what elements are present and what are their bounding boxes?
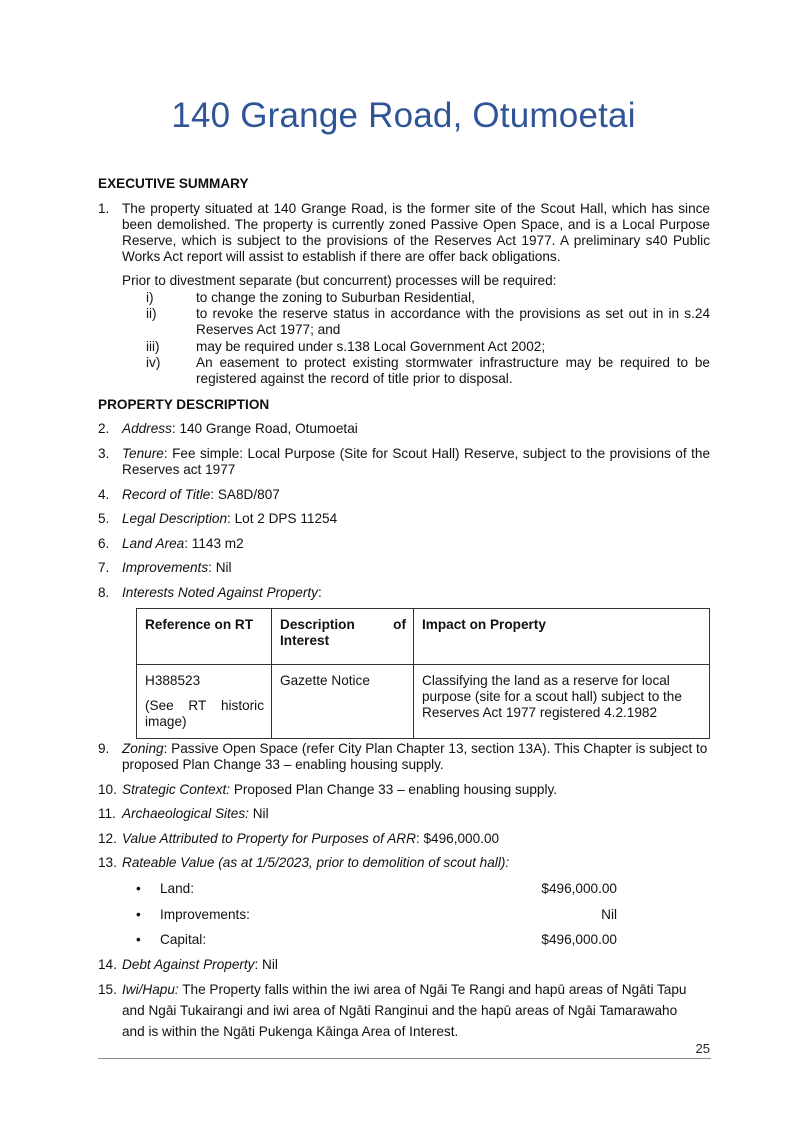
table-row <box>137 665 710 739</box>
footer-divider <box>98 1058 711 1059</box>
sub-item <box>122 355 710 387</box>
item-separator: : <box>227 511 235 526</box>
item-number: 9. <box>98 741 110 756</box>
item-number: 7. <box>98 560 110 575</box>
sub-item <box>122 339 710 355</box>
item-6 <box>98 536 710 552</box>
rateable-value: Nil <box>601 907 617 922</box>
rateable-value: $496,000.00 <box>541 881 617 896</box>
item-separator: : <box>317 585 322 600</box>
bullet-icon: • <box>136 881 141 896</box>
item-label: Debt Against Property <box>122 957 255 972</box>
item-9 <box>98 741 710 773</box>
item-13 <box>98 855 710 871</box>
interests-table <box>136 608 710 739</box>
item-label: Address <box>122 421 172 436</box>
sub-item-number: iii) <box>146 339 160 354</box>
item-separator: : <box>254 957 263 972</box>
item-number: 11. <box>98 806 116 821</box>
item-1 <box>98 201 710 265</box>
document-title: 140 Grange Road, Otumoetai <box>171 96 636 135</box>
item-number: 13. <box>98 855 117 870</box>
item-value: $496,000.00 <box>423 831 500 846</box>
item-label: Value Attributed to Property for Purposes of ARR <box>122 831 416 846</box>
bullet-icon: • <box>136 907 141 922</box>
item-label: Land Area <box>122 536 185 551</box>
column-header-word: Interest <box>280 633 330 648</box>
table-cell-description: Gazette Notice <box>272 665 414 739</box>
table-cell-reference <box>137 665 272 739</box>
item-label: Rateable Value (as at 1/5/2023, prior to demolition of scout hall): <box>122 855 510 870</box>
item-14 <box>98 957 710 973</box>
rateable-value: $496,000.00 <box>541 932 617 947</box>
item-number: 4. <box>98 487 110 502</box>
item-text: The property situated at 140 Grange Road, is the former site of the Scout Hall, which has since been demolished. The property is currently zoned Passive Open Space, and is a Local Purpose Reserve, which is subject to the provisions of the Reserves Act 1977. A preliminary s40 Public Works Act report will assist to establish if there are offer back obligations. <box>122 201 710 264</box>
sub-item-text: to revoke the reserve status in accordance with the provisions as set out in in s.24 Reserves Act 1977; and <box>196 306 710 337</box>
item-4 <box>98 487 710 503</box>
item-value: The Property falls within the iwi area of Ngāi Te Rangi and hapū areas of Ngāti Tapu and Ngāi Tukairangi and iwi area of Ngāti Ranginui and the hapū areas of Ngāi Tamarawaho and is within the Ngāti Pukenga Kāinga Area of Interest. <box>122 982 687 1039</box>
item-value: Lot 2 DPS 11254 <box>234 511 338 526</box>
item-separator: : <box>184 536 192 551</box>
item-11 <box>98 806 710 822</box>
item-separator: : <box>210 487 218 502</box>
table-header-row <box>137 609 710 665</box>
sub-item-number: i) <box>146 290 154 305</box>
sub-item-number: iv) <box>146 355 161 370</box>
item-label: Interests Noted Against Property <box>122 585 318 600</box>
item-number: 14. <box>98 957 117 972</box>
item-5 <box>98 511 710 527</box>
item-separator: : <box>163 741 172 756</box>
item-value: Passive Open Space (refer City Plan Chapter 13, section 13A). This Chapter is subject to proposed Plan Change 33 – enabling housing supply. <box>122 741 708 772</box>
item-15 <box>98 979 710 1042</box>
item-separator: : <box>163 446 173 461</box>
property-description-heading: PROPERTY DESCRIPTION <box>98 397 270 412</box>
prior-to-divestment-text: Prior to divestment separate (but concurrent) processes will be required: <box>122 273 557 288</box>
sub-item-text: may be required under s.138 Local Government Act 2002; <box>196 339 546 354</box>
sub-item-number: ii) <box>146 306 157 321</box>
table-cell-impact: Classifying the land as a reserve for local purpose (site for a scout hall) subject to the Reserves Act 1977 registered 4.2.1982 <box>414 665 710 739</box>
column-header-word: of <box>393 617 406 632</box>
item-number: 10. <box>98 782 117 797</box>
item-value: SA8D/807 <box>217 487 280 502</box>
item-separator: : <box>415 831 424 846</box>
item-3 <box>98 446 710 478</box>
item-number: 8. <box>98 585 110 600</box>
item-label: Strategic Context: <box>122 782 231 797</box>
item-label: Record of Title <box>122 487 211 502</box>
item-value: 1143 m2 <box>191 536 244 551</box>
item-label: Archaeological Sites: <box>122 806 249 821</box>
column-header: Reference on RT <box>137 609 272 665</box>
item-label: Zoning <box>122 741 164 756</box>
item-value: Nil <box>215 560 232 575</box>
sub-item-text: to change the zoning to Suburban Residential, <box>196 290 475 305</box>
item-2 <box>98 421 710 437</box>
item-number: 2. <box>98 421 110 436</box>
item-number: 1. <box>98 201 110 216</box>
sub-item <box>122 306 710 338</box>
item-separator: : <box>171 421 180 436</box>
reference-note: (See RT historic image) <box>145 698 264 729</box>
item-number: 12. <box>98 831 117 846</box>
rateable-label: Land: <box>160 881 195 896</box>
item-label: Iwi/Hapu: <box>122 982 179 997</box>
column-header: Impact on Property <box>414 609 710 665</box>
sub-item-text: An easement to protect existing stormwater infrastructure may be required to be registered against the record of title prior to disposal. <box>196 355 710 386</box>
page-number: 25 <box>695 1041 710 1056</box>
item-10 <box>98 782 710 798</box>
item-separator: : <box>208 560 216 575</box>
item-value: 140 Grange Road, Otumoetai <box>179 421 358 436</box>
executive-summary-heading: EXECUTIVE SUMMARY <box>98 176 249 191</box>
item-number: 3. <box>98 446 110 461</box>
bullet-icon: • <box>136 932 141 947</box>
item-7 <box>98 560 710 576</box>
item-number: 5. <box>98 511 110 526</box>
item-value: Nil <box>252 806 269 821</box>
item-12 <box>98 831 710 847</box>
item-8 <box>98 585 710 601</box>
reference-value: H388523 <box>145 673 201 688</box>
item-label: Legal Description <box>122 511 228 526</box>
item-value: Fee simple: Local Purpose (Site for Scout Hall) Reserve, subject to the provisions of the Reserves act 1977 <box>122 446 711 477</box>
item-label: Improvements <box>122 560 209 575</box>
item-value: Nil <box>262 957 278 972</box>
sub-item <box>122 290 710 306</box>
rateable-label: Improvements: <box>160 907 250 922</box>
rateable-label: Capital: <box>160 932 207 947</box>
item-value: Proposed Plan Change 33 – enabling housing supply. <box>233 782 558 797</box>
item-label: Tenure <box>122 446 164 461</box>
item-number: 15. <box>98 982 117 997</box>
column-header-word: Description <box>280 617 355 632</box>
column-header <box>272 609 414 665</box>
item-number: 6. <box>98 536 110 551</box>
